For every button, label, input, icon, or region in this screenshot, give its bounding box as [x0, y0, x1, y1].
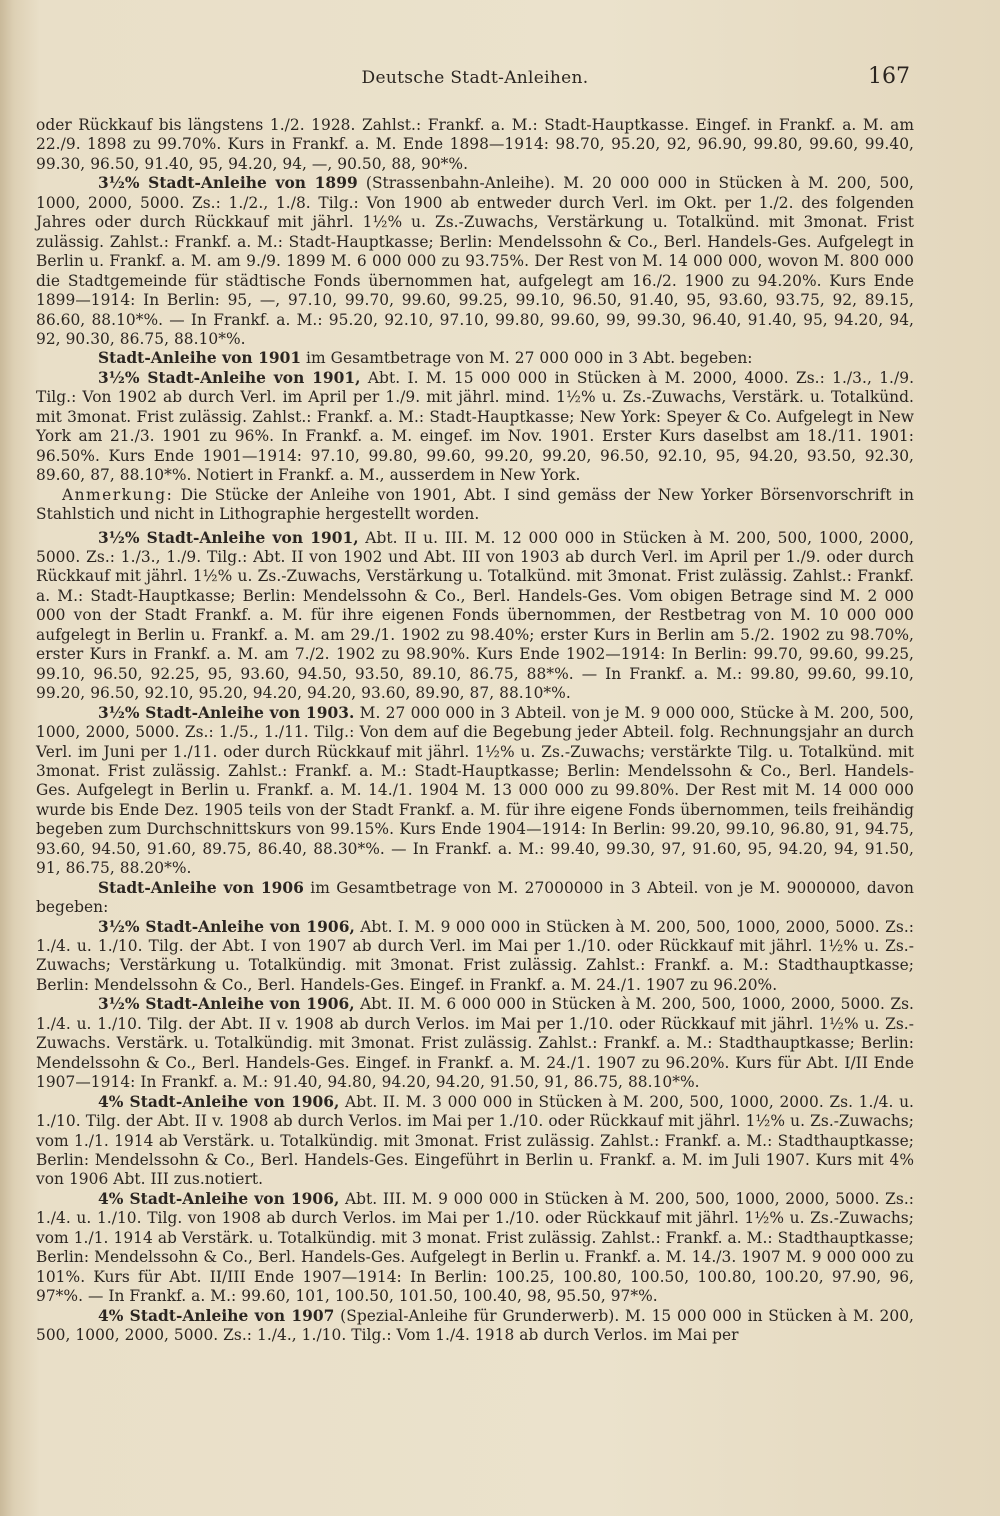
page-header — [36, 62, 914, 102]
paragraph-loan-1907: 4% Stadt-Anleihe von 1907 (Spezial-Anleihe für Grunderwerb). M. 15 000 000 in Stücken à M. 200, 500, 1000, 2000, 5000. Zs.: 1./4., 1./10. Tilg.: Vom 1./4. 1918 ab durch Verlos. im Mai per — [36, 1306, 914, 1345]
paragraph-loan-1903: 3½% Stadt-Anleihe von 1903. M. 27 000 000 in 3 Abteil. von je M. 9 000 000, Stücke à M. 200, 500, 1000, 2000, 5000. Zs.: 1./5., 1./11. Tilg.: Von dem auf die Begebung jeder Abteil. folg. Rechnungsjahr an durch Verl. im Juni per 1./11. oder durch Rückkauf mit jährl. 1½% u. Zs.-Zuwachs; verstärkte Tilg. u. Totalkünd. mit 3monat. Frist zulässig. Zahlst.: Frankf. a. M.: Stadt-Hauptkasse; Berlin: Mendelssohn & Co., Berl. Handels-Ges. Aufgelegt in Berlin u. Frankf. a. M. 14./1. 1904 M. 13 000 000 zu 99.80%. Der Rest mit M. 14 000 000 wurde bis Ende Dez. 1905 teils von der Stadt Frankf. a. M. für ihre eigene Fonds übernommen, teils freihändig begeben zum Durchschnittskurs von 99.15%. Kurs Ende 1904—1914: In Berlin: 99.20, 99.10, 96.80, 91, 94.75, 93.60, 94.50, 91.60, 89.75, 86.40, 88.30*%. — In Frankf. a. M.: 99.40, 99.30, 97, 91.60, 95, 94.20, 94, 91.50, 91, 86.75, 88.20*%. — [36, 703, 915, 878]
loan-heading: 3½% Stadt-Anleihe von 1901, — [98, 528, 359, 547]
paragraph-loan-1906-overview: Stadt-Anleihe von 1906 im Gesamtbetrage von M. 27000000 in 3 Abteil. von je M. 9000000, davon begeben: — [36, 878, 914, 917]
note-label: Anmerkung: — [62, 485, 174, 504]
loan-heading: 4% Stadt-Anleihe von 1907 — [98, 1306, 335, 1325]
paragraph-loan-1901-overview: Stadt-Anleihe von 1901 im Gesamtbetrage von M. 27 000 000 in 3 Abt. begeben: — [98, 349, 753, 368]
paragraph-loan-1906-4pct-abt-3: 4% Stadt-Anleihe von 1906, Abt. III. M. 9 000 000 in Stücken à M. 200, 500, 1000, 2000, 5000. Zs.: 1./4. u. 1./10. Tilg. von 1908 ab durch Verlos. im Mai per 1./10. oder Rückkauf mit jährl. 1½% u. Zs.-Zuwachs; vom 1./1. 1914 ab Verstärk. u. Totalkündig. mit 3 monat. Frist zulässig. Zahlst.: Frankf. a. M.: Stadthauptkasse; Berlin: Mendelssohn & Co., Berl. Handels-Ges. Aufgelegt in Berlin u. Frankf. a. M. 14./3. 1907 M. 9 000 000 zu 101%. Kurs für Abt. II/III Ende 1907—1914: In Berlin: 100.25, 100.80, 100.50, 100.80, 100.20, 97.90, 96, 97*%. — In Frankf. a. M.: 99.60, 101, 100.50, 101.50, 100.40, 98, 95.50, 97*%. — [36, 1189, 914, 1306]
loan-heading: 4% Stadt-Anleihe von 1906, — [98, 1092, 340, 1111]
paragraph-loan-1901-abt-2-3: 3½% Stadt-Anleihe von 1901, Abt. II u. III. M. 12 000 000 in Stücken à M. 200, 500, 1000, 2000, 5000. Zs.: 1./3., 1./9. Tilg.: Abt. II von 1902 und Abt. III von 1903 ab durch Verl. im April per 1./9. oder durch Rückkauf mit jährl. 1½% u. Zs.-Zuwachs, Verstärkung u. Totalkünd. mit 3monat. Frist zulässig. Zahlst.: Frankf. a. M.: Stadt-Hauptkasse; Berlin: Mendelssohn & Co., Berl. Handels-Ges. Vom obigen Betrage sind M. 2 000 000 von der Stadt Frankf. a. M. für ihre eigenen Fonds übernommen, der Restbetrag von M. 10 000 000 aufgelegt in Berlin u. Frankf. a. M. am 29./1. 1902 zu 98.40%; erster Kurs in Berlin am 5./2. 1902 zu 98.70%, erster Kurs in Frankf. a. M. am 7./2. 1902 zu 98.90%. Kurs Ende 1902—1914: In Berlin: 99.70, 99.60, 99.25, 99.10, 96.50, 92.25, 95, 93.60, 94.50, 93.50, 89.10, 86.75, 88*%. — In Frankf. a. M.: 99.80, 99.60, 99.10, 99.20, 96.50, 92.10, 95.20, 94.20, 94.20, 93.60, 89.90, 87, 88.10*%. — [36, 528, 914, 703]
loan-heading: Stadt-Anleihe von 1906 — [98, 878, 304, 897]
paragraph-loan-1906-4pct-abt-2: 4% Stadt-Anleihe von 1906, Abt. II. M. 3 000 000 in Stücken à M. 200, 500, 1000, 2000. Zs. 1./4. u. 1./10. Tilg. der Abt. II v. 1908 ab durch Verlos. im Mai per 1./10. oder Rückkauf mit jährl. 1½% u. Zs.-Zuwachs; vom 1./1. 1914 ab Verstärk. u. Totalkündig. mit 3monat. Frist zulässig. Zahlst.: Frankf. a. M.: Stadthauptkasse; Berlin: Mendelssohn & Co., Berl. Handels-Ges. Eingeführt in Berlin u. Frankf. a. M. im Juli 1907. Kurs mit 4% von 1906 Abt. III zus.notiert. — [36, 1092, 914, 1189]
paragraph-note: Anmerkung: Die Stücke der Anleihe von 1901, Abt. I sind gemäss der New Yorker Börsenvorschrift in Stahlstich und nicht in Lithographie hergestellt worden. — [36, 485, 914, 524]
loan-heading: 3½% Stadt-Anleihe von 1901, — [98, 368, 361, 387]
loan-heading: Stadt-Anleihe von 1901 — [98, 349, 302, 368]
paragraph-loan-1901-abt-1: 3½% Stadt-Anleihe von 1901, Abt. I. M. 15 000 000 in Stücken à M. 2000, 4000. Zs.: 1./3., 1./9. Tilg.: Von 1902 ab durch Verl. im April per 1./9. mit jährl. mind. 1½% u. Zs.-Zuwachs, Verstärk. u. Totalkünd. mit 3monat. Frist zulässig. Zahlst.: Frankf. a. M.: Stadt-Hauptkasse; New York: Speyer & Co. Aufgelegt in New York am 21./3. 1901 zu 96%. In Frankf. a. M. eingef. im Nov. 1901. Erster Kurs daselbst am 18./11. 1901: 96.50%. Kurs Ende 1901—1914: 97.10, 99.80, 99.60, 99.20, 99.20, 96.50, 92.10, 95, 94.20, 93.50, 92.30, 89.60, 87, 88.10*%. Notiert in Frankf. a. M., ausserdem in New York. — [36, 368, 915, 485]
paragraph-loan-1906-abt-2: 3½% Stadt-Anleihe von 1906, Abt. II. M. 6 000 000 in Stücken à M. 200, 500, 1000, 2000, 5000. Zs. 1./4. u. 1./10. Tilg. der Abt. II v. 1908 ab durch Verlos. im Mai per 1./10. oder Rückkauf mit jährl. 1½% u. Zs.-Zuwachs. Verstärk. u. Totalkündig. mit 3monat. Frist zulässig. Zahlst.: Frankf. a. M.: Stadthauptkasse; Berlin: Mendelssohn & Co., Berl. Handels-Ges. Eingef. in Frankf. a. M. 24./1. 1907 zu 96.20%. Kurs für Abt. I/II Ende 1907—1914: In Frankf. a. M.: 91.40, 94.80, 94.20, 94.20, 91.50, 91, 86.75, 88.10*%. — [36, 995, 914, 1092]
loan-heading: 3½% Stadt-Anleihe von 1906, — [98, 917, 355, 936]
loan-heading: 3½% Stadt-Anleihe von 1903. — [98, 703, 355, 722]
running-title: Deutsche Stadt-Anleihen. — [361, 68, 589, 88]
paragraph-loan-1906-abt-1: 3½% Stadt-Anleihe von 1906, Abt. I. M. 9 000 000 in Stücken à M. 200, 500, 1000, 2000, 5000. Zs.: 1./4. u. 1./10. Tilg. der Abt. I von 1907 ab durch Verl. im Mai per 1./10. oder Rückkauf mit jährl. 1½% u. Zs.-Zuwachs; Verstärkung u. Totalkündig. mit 3monat. Frist zulässig. Zahlst.: Frankf. a. M.: Stadthauptkasse; Berlin: Mendelssohn & Co., Berl. Handels-Ges. Eingef. in Frankf. a. M. 24./1. 1907 zu 96.20%. — [36, 917, 914, 994]
paragraph-continuation: oder Rückkauf bis längstens 1./2. 1928. Zahlst.: Frankf. a. M.: Stadt-Hauptkasse. Eingef. in Frankf. a. M. am 22./9. 1898 zu 99.70%. Kurs in Frankf. a. M. Ende 1898—1914: 98.70, 95.20, 92, 96.90, 99.80, 99.60, 99.40, 99.30, 96.50, 91.40, 95, 94.20, 94, —, 90.50, 88, 90*%. — [36, 116, 914, 173]
loan-heading: 3½% Stadt-Anleihe von 1899 — [98, 174, 358, 193]
page-number: 167 — [868, 64, 910, 89]
loan-heading: 4% Stadt-Anleihe von 1906, — [98, 1189, 340, 1208]
loan-heading: 3½% Stadt-Anleihe von 1906, — [98, 995, 355, 1014]
body-text — [36, 116, 914, 1346]
document-page — [36, 62, 914, 1346]
paragraph-loan-1899: 3½% Stadt-Anleihe von 1899 (Strassenbahn-Anleihe). M. 20 000 000 in Stücken à M. 200, 500, 1000, 2000, 5000. Zs.: 1./2., 1./8. Tilg.: Von 1900 ab entweder durch Verl. im Okt. per 1./2. des folgenden Jahres oder durch Rückkauf mit jährl. 1½% u. Zs.-Zuwachs, Verstärkung u. Totalkünd. mit 3monat. Frist zulässig. Zahlst.: Frankf. a. M.: Stadt-Hauptkasse; Berlin: Mendelssohn & Co., Berl. Handels-Ges. Aufgelegt in Berlin u. Frankf. a. M. am 9./9. 1899 M. 6 000 000 zu 93.75%. Der Rest von M. 14 000 000, wovon M. 800 000 die Stadtgemeinde für städtische Fonds übernommen hat, aufgelegt am 16./2. 1900 zu 94.20%. Kurs Ende 1899—1914: In Berlin: 95, —, 97.10, 99.70, 99.60, 99.25, 99.10, 96.50, 91.40, 95, 93.60, 93.75, 92, 89.15, 86.60, 88.10*%. — In Frankf. a. M.: 95.20, 92.10, 97.10, 99.80, 99.60, 99, 99.30, 96.40, 91.40, 95, 94.20, 94, 92, 90.30, 86.75, 88.10*%. — [36, 174, 914, 348]
